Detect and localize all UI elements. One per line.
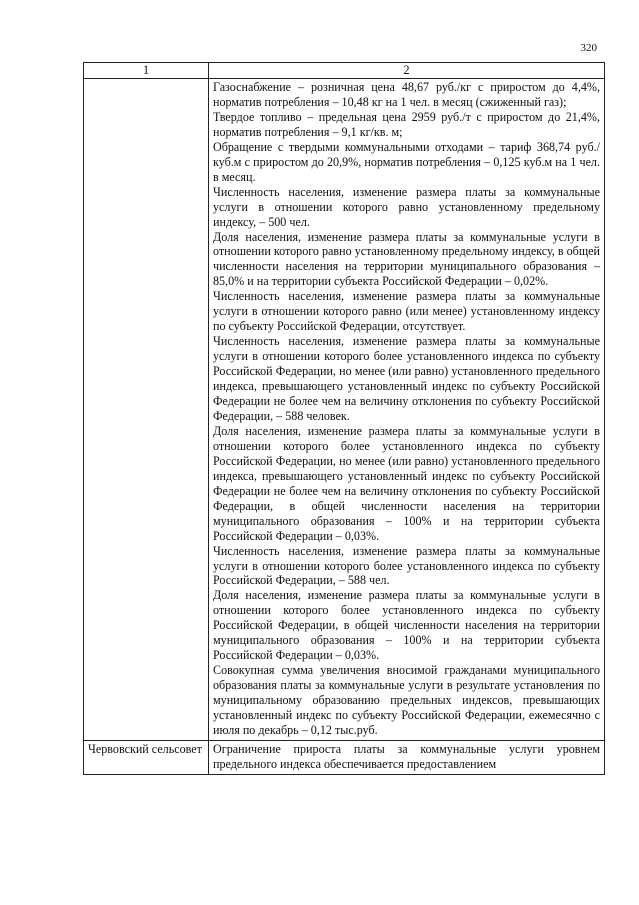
page-number: 320	[580, 42, 597, 54]
paragraph-population-equal: Численность населения, изменение размера платы за коммунальные услуги в отношении которого равно установленному предельному индексу, – 500 чел.	[213, 184, 600, 229]
row-2-col-2	[209, 740, 605, 774]
row-2-col-1: Червовский сельсовет	[84, 740, 209, 774]
paragraph-solid-fuel: Твердое топливо – предельная цена 2959 руб./т с приростом до 21,4%, норматив потребления – 9,1 кг/кв. м;	[213, 109, 600, 139]
table-header-row	[84, 63, 605, 79]
paragraph-limit: Ограничение прироста платы за коммунальные услуги уровнем предельного индекса обеспечивается предоставлением	[213, 741, 600, 771]
paragraph-population-more: Численность населения, изменение размера платы за коммунальные услуги в отношении которого более установленного индекса по субъекту Российской Федерации, – 588 чел.	[213, 543, 600, 588]
row-1-col-1	[84, 79, 209, 741]
paragraph-waste: Обращение с твердыми коммунальными отходами – тариф 368,74 руб./куб.м с приростом до 20,9%, норматив потребления – 0,125 куб.м на 1 чел. в месяц.	[213, 139, 600, 184]
paragraph-total-increase: Совокупная сумма увеличения вносимой гражданами муниципального образования платы за коммунальные услуги в результате установления по муниципальному образованию предельных индексов, превышающих установленный индекс по субъекту Российской Федерации, ежемесячно с июля по декабрь – 0,12 тыс.руб.	[213, 663, 600, 737]
table-row	[84, 740, 605, 774]
paragraph-population-less: Численность населения, изменение размера платы за коммунальные услуги в отношении которого равно (или менее) установленному индексу по субъекту Российской Федерации, отсутствует.	[213, 289, 600, 334]
paragraph-share-more: Доля населения, изменение размера платы за коммунальные услуги в отношении которого более установленного индекса по субъекту Российской Федерации, в общей численности населения на территории муниципального образования – 100% и на территории субъекта Российской Федерации – 0,03%.	[213, 588, 600, 663]
document-table	[83, 62, 605, 775]
paragraph-gas: Газоснабжение – розничная цена 48,67 руб./кг с приростом до 4,4%, норматив потребления – 10,48 кг на 1 чел. в месяц (сжиженный газ);	[213, 80, 600, 109]
column-header-2: 2	[209, 63, 605, 79]
table-row	[84, 79, 605, 741]
paragraph-population-more-within: Численность населения, изменение размера платы за коммунальные услуги в отношении которого более установленного индекса по субъекту Российской Федерации, но менее (или равно) установленного предельного индекса, превышающего установленный индекс по субъекту Российской Федерации не более чем на величину отклонения по субъекту Российской Федерации, – 588 человек.	[213, 334, 600, 423]
paragraph-share-more-within: Доля населения, изменение размера платы за коммунальные услуги в отношении которого более установленного индекса по субъекту Российской Федерации, но менее (или равно) установленного предельного индекса, превышающего установленный индекс по субъекту Российской Федерации не более чем на величину отклонения по субъекту Российской Федерации, в общей численности населения на территории муниципального образования – 100% и на территории субъекта Российской Федерации – 0,03%.	[213, 423, 600, 543]
row-1-col-2	[209, 79, 605, 741]
column-header-1: 1	[84, 63, 209, 79]
paragraph-share-equal: Доля населения, изменение размера платы за коммунальные услуги в отношении которого равно установленному предельному индексу, в общей численности населения на территории муниципального образования – 85,0% и на территории субъекта Российской Федерации – 0,02%.	[213, 229, 600, 289]
